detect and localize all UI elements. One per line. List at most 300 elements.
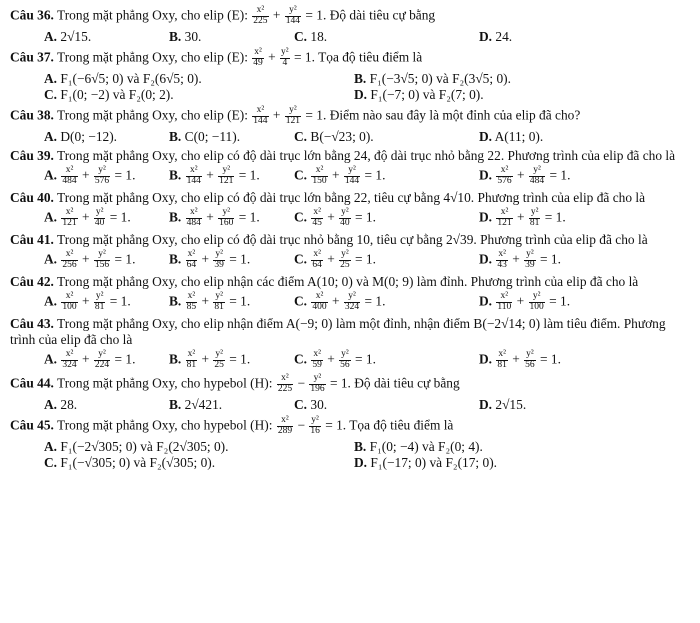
fraction-denominator: 56 bbox=[340, 360, 350, 371]
question-text-end: = 1. Tọa độ tiêu điểm là bbox=[325, 417, 454, 433]
fraction bbox=[94, 292, 106, 313]
question-text: Trong mặt phẳng Oxy, cho hypebol (H): bbox=[57, 375, 273, 391]
answer-option[interactable] bbox=[44, 129, 169, 145]
fraction-numerator: y² bbox=[281, 47, 289, 58]
option-value: C(0; −11). bbox=[184, 129, 241, 145]
answer-options bbox=[10, 71, 692, 103]
fraction-denominator: 289 bbox=[277, 426, 293, 437]
fraction-denominator: 484 bbox=[62, 176, 77, 187]
fraction bbox=[524, 250, 536, 271]
option-value: F₁(0; −4) và F₂(0; 4). bbox=[369, 439, 483, 455]
option-letter: C. bbox=[294, 167, 308, 183]
question-stem bbox=[10, 232, 692, 248]
fraction-numerator: y² bbox=[344, 292, 360, 303]
answer-option[interactable] bbox=[44, 71, 354, 87]
option-value: F₁(−17; 0) và F₂(17; 0). bbox=[370, 455, 498, 471]
fraction-numerator: x² bbox=[61, 250, 77, 261]
fraction bbox=[218, 166, 234, 187]
option-value: F₁(−7; 0) và F₂(7; 0). bbox=[370, 87, 484, 103]
question-text-end: = 1. Độ dài tiêu cự bằng bbox=[329, 375, 460, 391]
fraction bbox=[213, 292, 225, 313]
fraction bbox=[311, 292, 327, 313]
question-text: Trong mặt phẳng Oxy, cho elip có độ dài trục lớn bằng 22, tiêu cự bằng 4√10. Phương trình của elip đã cho là bbox=[57, 190, 646, 206]
fraction bbox=[186, 166, 202, 187]
fraction-denominator: 224 bbox=[94, 360, 110, 371]
fraction-numerator: x² bbox=[496, 166, 512, 177]
fraction-numerator: y² bbox=[215, 291, 223, 302]
answer-option[interactable]: B. $\frac{\text{x²}}{484}$ + $\frac{\text{y²}}{160}$ = 1. bbox=[169, 207, 260, 229]
fraction-denominator: 40 bbox=[94, 218, 105, 229]
fraction-numerator: x² bbox=[252, 6, 268, 17]
fraction-numerator: x² bbox=[61, 292, 77, 303]
fraction-denominator: 100 bbox=[529, 302, 544, 313]
fraction bbox=[280, 48, 290, 69]
option-letter: C. bbox=[294, 293, 308, 309]
fraction-denominator: 484 bbox=[529, 176, 545, 187]
answer-option[interactable] bbox=[479, 29, 604, 45]
option-value: F₁(−√305; 0) và F₂(√305; 0). bbox=[60, 455, 216, 471]
answer-options bbox=[10, 439, 692, 471]
option-letter: B. bbox=[169, 251, 182, 267]
answer-option[interactable] bbox=[354, 439, 654, 455]
fraction-numerator: x² bbox=[187, 349, 196, 360]
fraction-numerator: x² bbox=[61, 350, 77, 361]
option-letter: C. bbox=[294, 28, 308, 44]
fraction bbox=[524, 350, 536, 371]
fraction bbox=[311, 250, 323, 271]
fraction-numerator: x² bbox=[496, 292, 512, 303]
fraction-numerator: x² bbox=[186, 208, 202, 219]
fraction-denominator: 121 bbox=[62, 218, 77, 229]
fraction-denominator: 121 bbox=[285, 116, 301, 127]
fraction-denominator: 256 bbox=[62, 260, 77, 271]
fraction-denominator: 576 bbox=[497, 176, 512, 187]
fraction-denominator: 56 bbox=[525, 360, 535, 371]
option-value: 30. bbox=[310, 397, 328, 413]
option-letter: A. bbox=[44, 351, 58, 367]
question bbox=[10, 148, 692, 187]
question-number: Câu 45. bbox=[10, 417, 54, 433]
question-number: Câu 38. bbox=[10, 107, 54, 123]
option-letter: B. bbox=[169, 28, 182, 44]
answer-option[interactable]: B. $\frac{\text{x²}}{81}$ + $\frac{\text{y²}}{25}$ = 1. bbox=[169, 349, 251, 371]
question bbox=[10, 106, 692, 145]
answer-option[interactable]: A. $\frac{\text{x²}}{324}$ + $\frac{\text{y²}}{224}$ = 1. bbox=[44, 349, 136, 371]
fraction-denominator: 110 bbox=[497, 302, 512, 313]
option-letter: B. bbox=[169, 129, 182, 145]
question bbox=[10, 274, 692, 313]
fraction bbox=[496, 166, 512, 187]
fraction-denominator: 400 bbox=[312, 302, 327, 313]
fraction-numerator: y² bbox=[341, 249, 349, 260]
option-value: 30. bbox=[184, 28, 202, 44]
fraction bbox=[496, 350, 508, 371]
fraction-denominator: 81 bbox=[529, 218, 540, 229]
fraction bbox=[94, 208, 106, 229]
fraction bbox=[311, 166, 327, 187]
fraction-numerator: x² bbox=[61, 208, 77, 219]
question-number: Câu 44. bbox=[10, 375, 54, 391]
fraction bbox=[61, 350, 77, 371]
fraction-denominator: 59 bbox=[312, 360, 322, 371]
fraction-numerator: x² bbox=[498, 249, 506, 260]
answer-option[interactable]: D. $\frac{\text{x²}}{121}$ + $\frac{\text{y²}}{81}$ = 1. bbox=[479, 207, 566, 229]
fraction bbox=[344, 166, 360, 187]
fraction-denominator: 45 bbox=[312, 218, 322, 229]
fraction-numerator: y² bbox=[218, 208, 234, 219]
option-letter: D. bbox=[479, 129, 493, 145]
fraction bbox=[311, 208, 323, 229]
option-letter: B. bbox=[169, 167, 182, 183]
question-number: Câu 39. bbox=[10, 148, 54, 164]
answer-option[interactable] bbox=[44, 455, 354, 471]
option-letter: A. bbox=[44, 167, 58, 183]
question bbox=[10, 232, 692, 271]
option-value: F₁(−6√5; 0) và F₂(6√5; 0). bbox=[60, 70, 202, 86]
fraction-numerator: x² bbox=[277, 416, 293, 427]
fraction-denominator: 43 bbox=[497, 260, 507, 271]
question-number: Câu 40. bbox=[10, 190, 54, 206]
question bbox=[10, 416, 692, 471]
fraction-numerator: y² bbox=[309, 374, 325, 385]
fraction-denominator: 64 bbox=[186, 260, 197, 271]
option-value: 18. bbox=[310, 28, 328, 44]
option-letter: A. bbox=[44, 397, 58, 413]
fraction bbox=[252, 48, 264, 69]
fraction-denominator: 81 bbox=[214, 302, 224, 313]
fraction bbox=[309, 374, 325, 395]
fraction-numerator: y² bbox=[529, 292, 545, 303]
option-letter: D. bbox=[479, 397, 493, 413]
fraction-denominator: 324 bbox=[62, 360, 77, 371]
fraction-denominator: 144 bbox=[285, 15, 301, 26]
fraction-denominator: 324 bbox=[344, 302, 360, 313]
option-value: F₁(−2√305; 0) và F₂(2√305; 0). bbox=[60, 439, 229, 455]
fraction-denominator: 576 bbox=[94, 176, 110, 187]
fraction bbox=[277, 374, 293, 395]
question-text: Trong mặt phẳng Oxy, cho elip nhận điểm A(−9; 0) làm một đỉnh, nhận điểm B(−2√14; 0) làm tiêu điểm. Phương trình của elip đã cho là bbox=[10, 316, 666, 348]
answer-option[interactable]: D. $\frac{\text{x²}}{110}$ + $\frac{\text{y²}}{100}$ = 1. bbox=[479, 291, 571, 313]
fraction-denominator: 25 bbox=[214, 360, 224, 371]
option-letter: A. bbox=[44, 293, 58, 309]
question-text-end: = 1. Điểm nào sau đây là một đỉnh của elip đã cho? bbox=[305, 107, 581, 123]
answer-options bbox=[10, 208, 692, 229]
fraction-numerator: y² bbox=[94, 166, 110, 177]
answer-option[interactable]: B. $\frac{\text{x²}}{144}$ + $\frac{\text{y²}}{121}$ = 1. bbox=[169, 165, 260, 187]
fraction-numerator: x² bbox=[313, 249, 321, 260]
option-letter: B. bbox=[169, 293, 182, 309]
fraction-numerator: x² bbox=[186, 166, 202, 177]
answer-option[interactable] bbox=[169, 129, 294, 145]
option-value: 2√15. bbox=[495, 397, 527, 413]
answer-option[interactable] bbox=[294, 129, 479, 145]
fraction-denominator: 81 bbox=[186, 360, 197, 371]
fraction-numerator: y² bbox=[215, 349, 223, 360]
question-text: Trong mặt phẳng Oxy, cho hypebol (H): bbox=[57, 417, 273, 433]
answer-option[interactable]: D. $\frac{\text{x²}}{81}$ + $\frac{\text{y²}}{56}$ = 1. bbox=[479, 349, 561, 371]
fraction bbox=[61, 250, 77, 271]
fraction-numerator: y² bbox=[285, 106, 301, 117]
fraction-numerator: x² bbox=[313, 207, 321, 218]
question-stem bbox=[10, 190, 692, 206]
fraction bbox=[309, 416, 321, 437]
fraction-numerator: y² bbox=[530, 207, 539, 218]
answer-option[interactable] bbox=[44, 87, 354, 103]
fraction-numerator: x² bbox=[61, 166, 77, 177]
answer-option[interactable]: A. $\frac{\text{x²}}{121}$ + $\frac{\text{y²}}{40}$ = 1. bbox=[44, 207, 131, 229]
fraction-numerator: x² bbox=[311, 292, 327, 303]
fraction bbox=[339, 350, 351, 371]
option-value: 28. bbox=[60, 397, 78, 413]
answer-option[interactable]: B. $\frac{\text{x²}}{85}$ + $\frac{\text{y²}}{81}$ = 1. bbox=[169, 291, 251, 313]
fraction bbox=[285, 6, 301, 27]
question bbox=[10, 316, 692, 371]
option-letter: C. bbox=[294, 251, 308, 267]
fraction bbox=[186, 292, 198, 313]
fraction-denominator: 49 bbox=[253, 57, 263, 68]
answer-option[interactable]: C. $\frac{\text{x²}}{59}$ + $\frac{\text{y²}}{56}$ = 1. bbox=[294, 349, 376, 371]
fraction bbox=[496, 292, 512, 313]
fraction-numerator: y² bbox=[218, 166, 234, 177]
answer-option[interactable]: A. $\frac{\text{x²}}{100}$ + $\frac{\text{y²}}{81}$ = 1. bbox=[44, 291, 131, 313]
fraction-numerator: x² bbox=[498, 349, 506, 360]
question-text: Trong mặt phẳng Oxy, cho elip có độ dài trục nhỏ bằng 10, tiêu cự bằng 2√39. Phương trình của elip đã cho là bbox=[57, 232, 648, 248]
answer-option[interactable]: B. $\frac{\text{x²}}{64}$ + $\frac{\text{y²}}{39}$ = 1. bbox=[169, 249, 251, 271]
answer-option[interactable] bbox=[169, 397, 294, 413]
fraction-numerator: x² bbox=[277, 374, 293, 385]
answer-option[interactable] bbox=[354, 87, 654, 103]
fraction-numerator: y² bbox=[95, 207, 104, 218]
fraction-numerator: y² bbox=[529, 166, 545, 177]
fraction bbox=[252, 6, 268, 27]
question-stem bbox=[10, 316, 692, 348]
option-letter: C. bbox=[44, 87, 58, 103]
option-value: D(0; −12). bbox=[60, 129, 118, 145]
fraction-numerator: x² bbox=[254, 47, 262, 58]
option-letter: C. bbox=[294, 129, 308, 145]
answer-option[interactable]: D. $\frac{\text{x²}}{43}$ + $\frac{\text{y²}}{39}$ = 1. bbox=[479, 249, 561, 271]
question-text-end: = 1. Độ dài tiêu cự bằng bbox=[305, 7, 436, 23]
fraction bbox=[94, 350, 110, 371]
fraction-numerator: y² bbox=[341, 349, 349, 360]
answer-option[interactable] bbox=[44, 397, 169, 413]
fraction-numerator: y² bbox=[94, 350, 110, 361]
option-letter: D. bbox=[479, 251, 493, 267]
fraction bbox=[311, 350, 323, 371]
fraction-denominator: 156 bbox=[94, 260, 110, 271]
fraction-denominator: 16 bbox=[310, 426, 320, 437]
fraction-denominator: 40 bbox=[340, 218, 350, 229]
option-letter: D. bbox=[479, 209, 493, 225]
question bbox=[10, 190, 692, 229]
answer-options bbox=[10, 350, 692, 371]
fraction-denominator: 144 bbox=[186, 176, 201, 187]
question-number: Câu 36. bbox=[10, 7, 54, 23]
fraction-denominator: 484 bbox=[186, 218, 201, 229]
fraction-numerator: x² bbox=[187, 249, 196, 260]
fraction bbox=[186, 208, 202, 229]
answer-options bbox=[10, 397, 692, 413]
option-letter: A. bbox=[44, 70, 58, 86]
fraction-denominator: 121 bbox=[497, 218, 512, 229]
fraction bbox=[218, 208, 234, 229]
fraction bbox=[496, 208, 512, 229]
fraction-numerator: y² bbox=[285, 6, 301, 17]
fraction-numerator: x² bbox=[496, 208, 512, 219]
option-letter: C. bbox=[294, 397, 308, 413]
option-value: A(11; 0). bbox=[494, 129, 544, 145]
fraction bbox=[496, 250, 508, 271]
option-letter: D. bbox=[479, 167, 493, 183]
answer-option[interactable] bbox=[354, 71, 654, 87]
answer-option[interactable]: A. $\frac{\text{x²}}{484}$ + $\frac{\text{y²}}{576}$ = 1. bbox=[44, 165, 136, 187]
fraction bbox=[529, 166, 545, 187]
fraction-denominator: 81 bbox=[497, 360, 507, 371]
option-letter: D. bbox=[479, 351, 493, 367]
fraction-numerator: y² bbox=[341, 207, 349, 218]
answer-option[interactable] bbox=[479, 129, 604, 145]
question-stem bbox=[10, 148, 692, 164]
question-text: Trong mặt phẳng Oxy, cho elip (E): bbox=[57, 7, 248, 23]
option-value: B(−√23; 0). bbox=[310, 129, 374, 145]
fraction-denominator: 196 bbox=[310, 384, 325, 395]
option-letter: C. bbox=[294, 351, 308, 367]
fraction-denominator: 81 bbox=[94, 302, 105, 313]
fraction bbox=[339, 250, 351, 271]
fraction-denominator: 25 bbox=[340, 260, 350, 271]
fraction bbox=[186, 350, 198, 371]
fraction-numerator: y² bbox=[215, 249, 223, 260]
fraction bbox=[61, 208, 77, 229]
fraction-denominator: 4 bbox=[282, 57, 288, 68]
answer-option[interactable] bbox=[354, 455, 654, 471]
answer-option[interactable] bbox=[169, 29, 294, 45]
answer-options bbox=[10, 29, 692, 45]
option-letter: D. bbox=[354, 455, 368, 471]
option-value: F₁(0; −2) và F₂(0; 2). bbox=[60, 87, 174, 103]
question-stem: Câu 44. Trong mặt phẳng Oxy, cho hypebol (H): $\frac{\text{x²}}{225}$ − $\frac{\text{y²}}{196}$ = 1. Độ dài tiêu cự bằng bbox=[10, 373, 460, 395]
fraction-denominator: 225 bbox=[277, 384, 293, 395]
question-stem bbox=[10, 274, 692, 290]
fraction-numerator: y² bbox=[94, 250, 110, 261]
option-letter: B. bbox=[169, 209, 182, 225]
option-letter: D. bbox=[479, 28, 493, 44]
option-letter: B. bbox=[354, 439, 367, 455]
option-letter: A. bbox=[44, 28, 58, 44]
fraction-denominator: 100 bbox=[62, 302, 77, 313]
fraction-numerator: x² bbox=[311, 166, 327, 177]
option-value: 24. bbox=[495, 28, 513, 44]
option-letter: D. bbox=[354, 87, 368, 103]
fraction-denominator: 39 bbox=[214, 260, 224, 271]
question-text-end: = 1. Tọa độ tiêu điểm là bbox=[294, 49, 423, 65]
answer-options bbox=[10, 250, 692, 271]
fraction bbox=[252, 106, 268, 127]
option-letter: C. bbox=[44, 455, 58, 471]
option-letter: D. bbox=[479, 293, 493, 309]
option-letter: A. bbox=[44, 209, 58, 225]
option-letter: B. bbox=[169, 351, 182, 367]
answer-option[interactable]: C. $\frac{\text{x²}}{400}$ + $\frac{\text{y²}}{324}$ = 1. bbox=[294, 291, 386, 313]
option-letter: A. bbox=[44, 251, 58, 267]
fraction-denominator: 150 bbox=[312, 176, 327, 187]
fraction-numerator: y² bbox=[95, 291, 104, 302]
option-letter: C. bbox=[294, 209, 308, 225]
fraction bbox=[344, 292, 360, 313]
fraction bbox=[61, 292, 77, 313]
option-value: 2√15. bbox=[60, 28, 92, 44]
answer-option[interactable] bbox=[44, 29, 169, 45]
question-number: Câu 43. bbox=[10, 316, 54, 332]
fraction-numerator: y² bbox=[311, 415, 319, 426]
question-text: Trong mặt phẳng Oxy, cho elip nhận các điểm A(10; 0) và M(0; 9) làm đỉnh. Phương trình của elip đã cho là bbox=[57, 274, 639, 290]
question-text: Trong mặt phẳng Oxy, cho elip (E): bbox=[57, 107, 248, 123]
option-value: F₁(−3√5; 0) và F₂(3√5; 0). bbox=[369, 70, 511, 86]
fraction-denominator: 39 bbox=[525, 260, 535, 271]
fraction-numerator: x² bbox=[313, 349, 321, 360]
question-stem: Câu 36. Trong mặt phẳng Oxy, cho elip (E): $\frac{\text{x²}}{225}$ + $\frac{\text{y²}}{144}$ = 1. Độ dài tiêu cự bằng bbox=[10, 5, 436, 26]
answer-option[interactable] bbox=[294, 29, 479, 45]
fraction bbox=[213, 250, 225, 271]
fraction-denominator: 85 bbox=[186, 302, 197, 313]
fraction-numerator: y² bbox=[526, 349, 534, 360]
fraction bbox=[277, 416, 293, 437]
answer-option[interactable]: C. $\frac{\text{x²}}{64}$ + $\frac{\text{y²}}{25}$ = 1. bbox=[294, 249, 376, 271]
answer-option[interactable] bbox=[294, 397, 479, 413]
fraction bbox=[186, 250, 198, 271]
answer-option[interactable] bbox=[44, 439, 354, 455]
answer-option[interactable]: C. $\frac{\text{x²}}{45}$ + $\frac{\text{y²}}{40}$ = 1. bbox=[294, 207, 376, 229]
option-letter: B. bbox=[169, 397, 182, 413]
option-letter: B. bbox=[354, 70, 367, 86]
answer-option[interactable] bbox=[479, 397, 604, 413]
question-number: Câu 41. bbox=[10, 232, 54, 248]
option-letter: A. bbox=[44, 439, 58, 455]
option-value: 2√421. bbox=[184, 397, 223, 413]
fraction-numerator: x² bbox=[187, 291, 196, 302]
fraction bbox=[213, 350, 225, 371]
answer-option[interactable]: C. $\frac{\text{x²}}{150}$ + $\frac{\text{y²}}{144}$ = 1. bbox=[294, 165, 386, 187]
answer-option[interactable]: A. $\frac{\text{x²}}{256}$ + $\frac{\text{y²}}{156}$ = 1. bbox=[44, 249, 136, 271]
option-letter: A. bbox=[44, 129, 58, 145]
fraction-denominator: 121 bbox=[219, 176, 234, 187]
fraction-denominator: 144 bbox=[253, 116, 268, 127]
answer-options bbox=[10, 129, 692, 145]
fraction bbox=[94, 250, 110, 271]
question-number: Câu 42. bbox=[10, 274, 54, 290]
fraction bbox=[285, 106, 301, 127]
answer-option[interactable]: D. $\frac{\text{x²}}{576}$ + $\frac{\text{y²}}{484}$ = 1. bbox=[479, 165, 571, 187]
fraction bbox=[529, 292, 545, 313]
question-text: Trong mặt phẳng Oxy, cho elip (E): bbox=[57, 49, 248, 65]
question bbox=[10, 48, 692, 103]
fraction-numerator: x² bbox=[252, 106, 268, 117]
question-stem: Câu 37. Trong mặt phẳng Oxy, cho elip (E): $\frac{\text{x²}}{49}$ + $\frac{\text{y²}}{4}$ = 1. Tọa độ tiêu điểm là bbox=[10, 47, 423, 68]
fraction-denominator: 160 bbox=[219, 218, 234, 229]
answer-options bbox=[10, 292, 692, 313]
fraction-denominator: 144 bbox=[344, 176, 360, 187]
fraction bbox=[94, 166, 110, 187]
fraction-numerator: y² bbox=[526, 249, 534, 260]
question bbox=[10, 6, 692, 45]
fraction bbox=[529, 208, 541, 229]
fraction-denominator: 225 bbox=[253, 15, 268, 26]
question bbox=[10, 374, 692, 413]
answer-options bbox=[10, 166, 692, 187]
question-stem: Câu 38. Trong mặt phẳng Oxy, cho elip (E): $\frac{\text{x²}}{144}$ + $\frac{\text{y²}}{121}$ = 1. Điểm nào sau đây là một đỉnh của elip đã cho? bbox=[10, 105, 581, 127]
question-stem: Câu 45. Trong mặt phẳng Oxy, cho hypebol (H): $\frac{\text{x²}}{289}$ − $\frac{\text{y²}}{16}$ = 1. Tọa độ tiêu điểm là bbox=[10, 415, 454, 437]
fraction-numerator: y² bbox=[344, 166, 360, 177]
